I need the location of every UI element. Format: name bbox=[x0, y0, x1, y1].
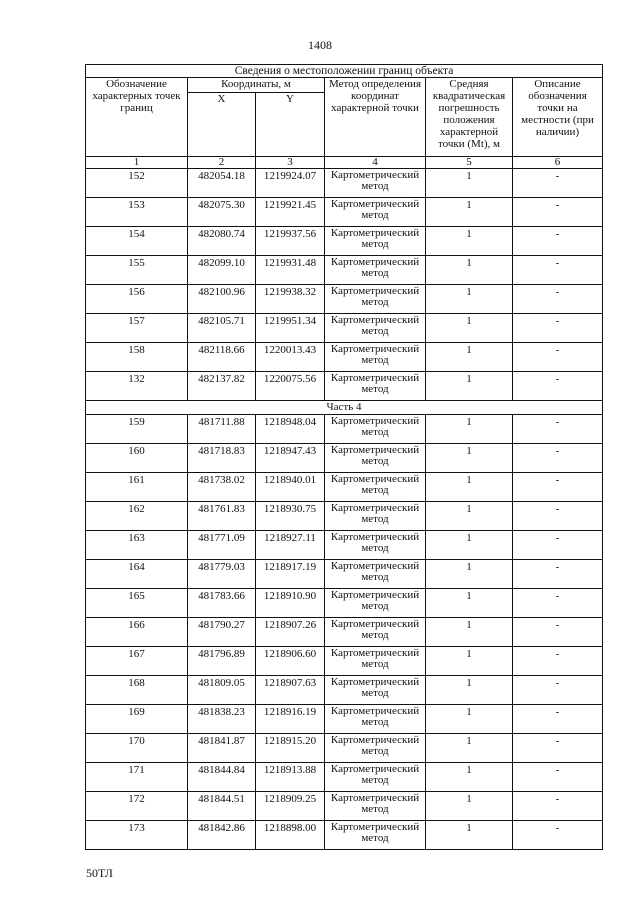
cell-error: 1 bbox=[426, 444, 513, 473]
table-row bbox=[86, 531, 603, 560]
table-row bbox=[86, 372, 603, 401]
cell-description: - bbox=[513, 705, 603, 734]
column-number: 3 bbox=[256, 157, 325, 169]
footer-code: 50ТЛ bbox=[86, 866, 113, 880]
table-row bbox=[86, 198, 603, 227]
table-row bbox=[86, 227, 603, 256]
cell-y: 1219924.07 bbox=[256, 169, 325, 198]
cell-x: 481711.88 bbox=[188, 415, 256, 444]
cell-y: 1218930.75 bbox=[256, 502, 325, 531]
cell-point: 132 bbox=[86, 372, 188, 401]
cell-y: 1218913.88 bbox=[256, 763, 325, 792]
cell-y: 1218909.25 bbox=[256, 792, 325, 821]
cell-point: 163 bbox=[86, 531, 188, 560]
column-number: 2 bbox=[188, 157, 256, 169]
cell-error: 1 bbox=[426, 314, 513, 343]
cell-description: - bbox=[513, 343, 603, 372]
cell-description: - bbox=[513, 734, 603, 763]
section-label: Часть 4 bbox=[86, 401, 603, 415]
cell-error: 1 bbox=[426, 821, 513, 850]
column-numbers-row bbox=[86, 157, 603, 169]
header-designation: Обозначение характерных точек границ bbox=[86, 78, 188, 157]
boundary-points-table bbox=[85, 64, 603, 850]
cell-point: 165 bbox=[86, 589, 188, 618]
table-row bbox=[86, 705, 603, 734]
cell-description: - bbox=[513, 676, 603, 705]
cell-y: 1218915.20 bbox=[256, 734, 325, 763]
cell-description: - bbox=[513, 821, 603, 850]
cell-x: 481844.84 bbox=[188, 763, 256, 792]
cell-description: - bbox=[513, 647, 603, 676]
cell-description: - bbox=[513, 502, 603, 531]
cell-point: 154 bbox=[86, 227, 188, 256]
cell-point: 160 bbox=[86, 444, 188, 473]
cell-error: 1 bbox=[426, 647, 513, 676]
cell-y: 1219931.48 bbox=[256, 256, 325, 285]
cell-method: Картометрический метод bbox=[325, 618, 426, 647]
cell-method: Картометрический метод bbox=[325, 415, 426, 444]
cell-method: Картометрический метод bbox=[325, 676, 426, 705]
cell-x: 482105.71 bbox=[188, 314, 256, 343]
cell-description: - bbox=[513, 372, 603, 401]
cell-error: 1 bbox=[426, 415, 513, 444]
cell-description: - bbox=[513, 560, 603, 589]
cell-y: 1219921.45 bbox=[256, 198, 325, 227]
cell-description: - bbox=[513, 169, 603, 198]
cell-method: Картометрический метод bbox=[325, 821, 426, 850]
table-row bbox=[86, 502, 603, 531]
section-row bbox=[86, 401, 603, 415]
cell-y: 1220075.56 bbox=[256, 372, 325, 401]
table-row bbox=[86, 314, 603, 343]
cell-method: Картометрический метод bbox=[325, 560, 426, 589]
cell-x: 482137.82 bbox=[188, 372, 256, 401]
cell-description: - bbox=[513, 256, 603, 285]
table-row bbox=[86, 169, 603, 198]
header-coordinates: Координаты, м bbox=[188, 78, 325, 93]
cell-method: Картометрический метод bbox=[325, 444, 426, 473]
cell-y: 1220013.43 bbox=[256, 343, 325, 372]
cell-y: 1218947.43 bbox=[256, 444, 325, 473]
column-number: 6 bbox=[513, 157, 603, 169]
header-description: Описание обозначения точки на местности (при наличии) bbox=[513, 78, 603, 157]
cell-description: - bbox=[513, 792, 603, 821]
cell-point: 167 bbox=[86, 647, 188, 676]
cell-point: 152 bbox=[86, 169, 188, 198]
cell-error: 1 bbox=[426, 560, 513, 589]
cell-description: - bbox=[513, 415, 603, 444]
table-row bbox=[86, 734, 603, 763]
cell-x: 481771.09 bbox=[188, 531, 256, 560]
cell-error: 1 bbox=[426, 502, 513, 531]
cell-point: 162 bbox=[86, 502, 188, 531]
cell-point: 166 bbox=[86, 618, 188, 647]
cell-point: 169 bbox=[86, 705, 188, 734]
table-caption: Сведения о местоположении границ объекта bbox=[86, 65, 603, 78]
cell-point: 156 bbox=[86, 285, 188, 314]
header-row bbox=[86, 78, 603, 93]
cell-error: 1 bbox=[426, 618, 513, 647]
cell-error: 1 bbox=[426, 285, 513, 314]
cell-description: - bbox=[513, 618, 603, 647]
cell-method: Картометрический метод bbox=[325, 531, 426, 560]
cell-x: 482054.18 bbox=[188, 169, 256, 198]
table-caption-row bbox=[86, 65, 603, 78]
cell-point: 161 bbox=[86, 473, 188, 502]
cell-point: 158 bbox=[86, 343, 188, 372]
cell-x: 481844.51 bbox=[188, 792, 256, 821]
cell-error: 1 bbox=[426, 734, 513, 763]
cell-description: - bbox=[513, 531, 603, 560]
cell-method: Картометрический метод bbox=[325, 502, 426, 531]
cell-method: Картометрический метод bbox=[325, 705, 426, 734]
cell-x: 481779.03 bbox=[188, 560, 256, 589]
header-y: Y bbox=[256, 93, 325, 157]
cell-y: 1218916.19 bbox=[256, 705, 325, 734]
cell-error: 1 bbox=[426, 372, 513, 401]
table-row bbox=[86, 560, 603, 589]
column-number: 4 bbox=[325, 157, 426, 169]
cell-x: 482118.66 bbox=[188, 343, 256, 372]
cell-x: 481790.27 bbox=[188, 618, 256, 647]
cell-description: - bbox=[513, 473, 603, 502]
cell-error: 1 bbox=[426, 256, 513, 285]
table-row bbox=[86, 792, 603, 821]
table-row bbox=[86, 473, 603, 502]
cell-y: 1218907.26 bbox=[256, 618, 325, 647]
cell-x: 482099.10 bbox=[188, 256, 256, 285]
table-row bbox=[86, 647, 603, 676]
header-method: Метод определения координат характерной точки bbox=[325, 78, 426, 157]
cell-error: 1 bbox=[426, 792, 513, 821]
cell-x: 481761.83 bbox=[188, 502, 256, 531]
cell-x: 482075.30 bbox=[188, 198, 256, 227]
cell-description: - bbox=[513, 444, 603, 473]
cell-description: - bbox=[513, 763, 603, 792]
cell-method: Картометрический метод bbox=[325, 589, 426, 618]
cell-error: 1 bbox=[426, 589, 513, 618]
cell-method: Картометрический метод bbox=[325, 285, 426, 314]
cell-x: 481796.89 bbox=[188, 647, 256, 676]
table-row bbox=[86, 589, 603, 618]
cell-error: 1 bbox=[426, 198, 513, 227]
cell-x: 481783.66 bbox=[188, 589, 256, 618]
cell-x: 481738.02 bbox=[188, 473, 256, 502]
cell-x: 481718.83 bbox=[188, 444, 256, 473]
cell-x: 481809.05 bbox=[188, 676, 256, 705]
table-row bbox=[86, 618, 603, 647]
cell-y: 1218940.01 bbox=[256, 473, 325, 502]
cell-method: Картометрический метод bbox=[325, 314, 426, 343]
cell-method: Картометрический метод bbox=[325, 256, 426, 285]
cell-y: 1219938.32 bbox=[256, 285, 325, 314]
cell-point: 172 bbox=[86, 792, 188, 821]
cell-x: 481842.86 bbox=[188, 821, 256, 850]
cell-description: - bbox=[513, 314, 603, 343]
cell-y: 1218906.60 bbox=[256, 647, 325, 676]
cell-error: 1 bbox=[426, 169, 513, 198]
cell-method: Картометрический метод bbox=[325, 473, 426, 502]
table-row bbox=[86, 821, 603, 850]
cell-point: 153 bbox=[86, 198, 188, 227]
table-row bbox=[86, 256, 603, 285]
cell-x: 481838.23 bbox=[188, 705, 256, 734]
cell-y: 1219951.34 bbox=[256, 314, 325, 343]
cell-y: 1218907.63 bbox=[256, 676, 325, 705]
cell-error: 1 bbox=[426, 705, 513, 734]
table-row bbox=[86, 444, 603, 473]
cell-point: 159 bbox=[86, 415, 188, 444]
cell-error: 1 bbox=[426, 763, 513, 792]
cell-method: Картометрический метод bbox=[325, 343, 426, 372]
table-row bbox=[86, 676, 603, 705]
cell-y: 1219937.56 bbox=[256, 227, 325, 256]
table-row bbox=[86, 285, 603, 314]
cell-description: - bbox=[513, 285, 603, 314]
table-row bbox=[86, 415, 603, 444]
cell-method: Картометрический метод bbox=[325, 763, 426, 792]
cell-method: Картометрический метод bbox=[325, 372, 426, 401]
cell-method: Картометрический метод bbox=[325, 169, 426, 198]
cell-method: Картометрический метод bbox=[325, 792, 426, 821]
cell-error: 1 bbox=[426, 676, 513, 705]
cell-y: 1218948.04 bbox=[256, 415, 325, 444]
header-error: Средняя квадратическая погрешность положения характерной точки (Mt), м bbox=[426, 78, 513, 157]
cell-point: 168 bbox=[86, 676, 188, 705]
column-number: 5 bbox=[426, 157, 513, 169]
cell-point: 157 bbox=[86, 314, 188, 343]
cell-description: - bbox=[513, 589, 603, 618]
cell-x: 481841.87 bbox=[188, 734, 256, 763]
cell-description: - bbox=[513, 198, 603, 227]
column-number: 1 bbox=[86, 157, 188, 169]
cell-method: Картометрический метод bbox=[325, 198, 426, 227]
cell-y: 1218898.00 bbox=[256, 821, 325, 850]
cell-error: 1 bbox=[426, 227, 513, 256]
cell-x: 482100.96 bbox=[188, 285, 256, 314]
cell-y: 1218910.90 bbox=[256, 589, 325, 618]
cell-point: 173 bbox=[86, 821, 188, 850]
cell-method: Картометрический метод bbox=[325, 734, 426, 763]
cell-point: 171 bbox=[86, 763, 188, 792]
cell-method: Картометрический метод bbox=[325, 647, 426, 676]
table-row bbox=[86, 763, 603, 792]
cell-x: 482080.74 bbox=[188, 227, 256, 256]
cell-point: 170 bbox=[86, 734, 188, 763]
cell-description: - bbox=[513, 227, 603, 256]
cell-error: 1 bbox=[426, 473, 513, 502]
cell-error: 1 bbox=[426, 343, 513, 372]
cell-y: 1218927.11 bbox=[256, 531, 325, 560]
cell-point: 164 bbox=[86, 560, 188, 589]
page-number: 1408 bbox=[308, 38, 332, 52]
cell-point: 155 bbox=[86, 256, 188, 285]
cell-error: 1 bbox=[426, 531, 513, 560]
table-row bbox=[86, 343, 603, 372]
header-x: X bbox=[188, 93, 256, 157]
cell-y: 1218917.19 bbox=[256, 560, 325, 589]
cell-method: Картометрический метод bbox=[325, 227, 426, 256]
